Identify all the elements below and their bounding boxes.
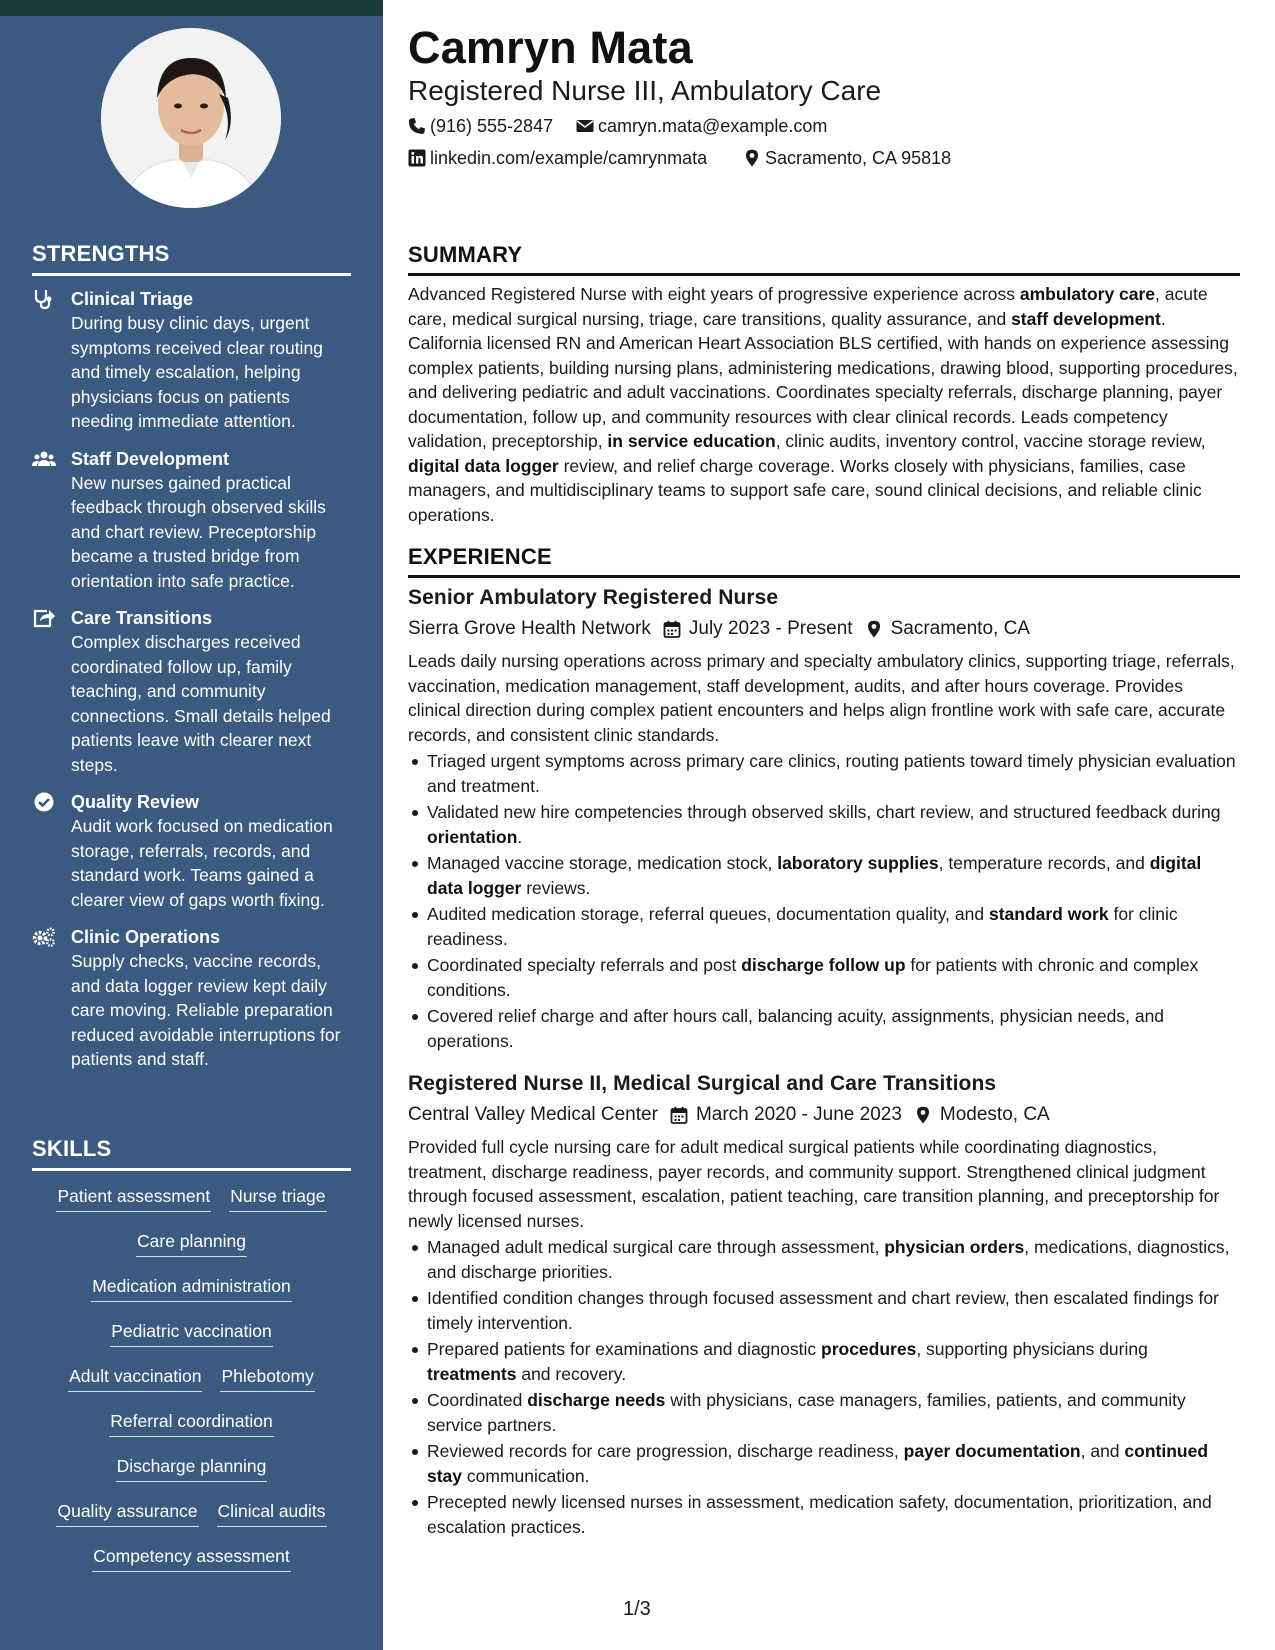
emphasis-text: orientation: [427, 826, 518, 847]
strength-description: New nurses gained practical feedback through observed skills and chart review. Preceptorship became a trusted bridge from orientation into safe practice.: [71, 472, 326, 591]
skill-tag: Medication administration: [91, 1274, 291, 1302]
job-entry: [408, 584, 1240, 1055]
skill-tag: Quality assurance: [56, 1499, 198, 1527]
bullet-item: Coordinated discharge needs with physicians, case managers, families, patients, and community service partners.: [408, 1388, 1240, 1437]
emphasis-text: discharge follow up: [741, 955, 906, 975]
phone-number: (916) 555-2847: [430, 116, 554, 136]
check-circle-icon: [32, 791, 56, 813]
strength-title: Clinic Operations: [71, 927, 221, 947]
bullet-item: Coordinated specialty referrals and post discharge follow up for patients with chronic and complex conditions.: [408, 953, 1240, 1002]
summary-heading: SUMMARY: [408, 242, 1240, 276]
bullet-item: Audited medication storage, referral queues, documentation quality, and standard work for clinic readiness.: [408, 902, 1240, 951]
strength-item: [32, 790, 352, 912]
contact-linkedin: [408, 146, 707, 170]
strength-description: Complex discharges received coordinated follow up, family teaching, and community connections. Small details helped patients leave with clearer next steps.: [71, 632, 331, 775]
bullet-item: Reviewed records for care progression, discharge readiness, payer documentation, and continued stay communication.: [408, 1439, 1240, 1488]
job-description: Leads daily nursing operations across primary and specialty ambulatory clinics, supporting triage, referrals, vaccination, medication management, staff development, audits, and after hours coverage. Provides clinical direction during complex patient encounters and helps align frontline work with safe care, accurate records, and consistent clinic standards.: [408, 651, 1235, 745]
bullet-item: Triaged urgent symptoms across primary care clinics, routing patients toward timely physician evaluation and treatment.: [408, 749, 1240, 798]
envelope-icon: [576, 117, 598, 135]
skill-row: [32, 1454, 351, 1499]
emphasis-text: in service education: [607, 431, 776, 451]
linkedin-icon: [408, 149, 430, 167]
contact-location: [743, 146, 951, 170]
candidate-name: Camryn Mata: [408, 22, 693, 73]
contact-email: [576, 114, 827, 138]
emphasis-text: procedures: [821, 1339, 917, 1359]
bullet-item: Prepared patients for examinations and diagnostic procedures, supporting physicians during treatments and recovery.: [408, 1337, 1240, 1386]
skill-tag: Care planning: [136, 1229, 247, 1257]
strength-item: [32, 925, 352, 1072]
emphasis-text: treatments: [427, 1363, 517, 1384]
emphasis-text: standard work: [988, 904, 1109, 924]
strength-description: Audit work focused on medication storage, referrals, records, and standard work. Teams gained a clearer view of gaps worth fixing.: [71, 816, 333, 910]
emphasis-text: ambulatory care: [1019, 284, 1156, 304]
bullet-item: Covered relief charge and after hours call, balancing acuity, assignments, physician needs, and operations.: [408, 1004, 1240, 1053]
sidebar-top-bar: [0, 0, 383, 16]
job-location: Sacramento, CA: [890, 618, 1030, 639]
strength-title: Care Transitions: [71, 608, 213, 628]
emphasis-text: discharge needs: [527, 1390, 666, 1410]
strength-title: Clinical Triage: [71, 289, 194, 309]
sidebar: [0, 0, 383, 1650]
emphasis-text: continued stay: [427, 1441, 1209, 1486]
emphasis-text: payer documentation: [903, 1441, 1081, 1461]
skill-row: [32, 1274, 351, 1319]
calendar-icon: [658, 1106, 696, 1124]
skill-tag: Competency assessment: [92, 1544, 290, 1572]
skill-row: [32, 1319, 351, 1364]
skill-tag: Referral coordination: [109, 1409, 273, 1437]
skill-tag: Adult vaccination: [68, 1364, 202, 1392]
contact-phone: [408, 114, 553, 138]
share-icon: [32, 607, 56, 629]
skill-tag: Patient assessment: [56, 1184, 211, 1212]
email-address: camryn.mata@example.com: [598, 116, 828, 136]
map-pin-icon: [853, 620, 891, 638]
profile-photo: [101, 28, 281, 208]
strength-item: [32, 447, 352, 594]
skill-row: [32, 1364, 351, 1409]
skill-tag: Nurse triage: [229, 1184, 326, 1212]
emphasis-text: digital data logger: [427, 853, 1202, 898]
strength-description: During busy clinic days, urgent symptoms received clear routing and timely escalation, helping physicians focus on patients needing immediate attention.: [71, 313, 323, 431]
map-pin-icon: [902, 1106, 940, 1124]
page-number: 1/3: [623, 1598, 651, 1620]
bullet-item: Precepted newly licensed nurses in assessment, medication safety, documentation, prioritization, and escalation practices.: [408, 1490, 1240, 1539]
summary-text: Advanced Registered Nurse with eight years of progressive experience across ambulatory care, acute care, medical surgical nursing, triage, care transitions, quality assurance, and staff development. California licensed RN and American Heart Association BLS certified, with hands on experience assessing complex patients, building nursing plans, administering medications, drawing blood, supporting procedures, and delivering pediatric and adult vaccinations. Coordinates specialty referrals, discharge planning, payer documentation, follow up, and community resources with clear clinical records. Leads competency validation, preceptorship, in service education, clinic audits, inventory control, vaccine storage review, digital data logger review, and relief charge coverage. Works closely with physicians, families, case managers, and multidisciplinary teams to support safe care, sound clinical decisions, and reliable clinic operations.: [408, 284, 1238, 525]
job-entry: [408, 1070, 1240, 1541]
linkedin-url: linkedin.com/example/camrynmata: [430, 148, 708, 168]
company-name: Sierra Grove Health Network: [408, 618, 651, 639]
calendar-icon: [651, 620, 689, 638]
skill-row: [32, 1229, 351, 1274]
job-bullets: [408, 1235, 1240, 1539]
bullet-item: Managed adult medical surgical care through assessment, physician orders, medications, diagnostics, and discharge priorities.: [408, 1235, 1240, 1284]
skill-tag: Discharge planning: [116, 1454, 268, 1482]
strengths-heading: STRENGTHS: [32, 241, 351, 276]
job-title: Senior Ambulatory Registered Nurse: [408, 586, 779, 609]
skill-row: [32, 1409, 351, 1454]
bullet-item: Validated new hire competencies through observed skills, chart review, and structured feedback during orientation.: [408, 800, 1240, 849]
skills-grid: [32, 1184, 351, 1589]
strength-description: Supply checks, vaccine records, and data logger review kept daily care moving. Reliable preparation reduced avoidable interruptions for patients and staff.: [71, 951, 341, 1069]
job-description: Provided full cycle nursing care for adult medical surgical patients while coordinating diagnostics, treatment, discharge readiness, payer records, and community support. Strengthened clinical judgment through focused assessment, escalation, patient teaching, care transition planning, and preceptorship for newly licensed nurses.: [408, 1137, 1220, 1231]
emphasis-text: physician orders: [884, 1237, 1025, 1257]
strengths-list: [32, 287, 352, 1085]
experience-heading: EXPERIENCE: [408, 544, 1240, 578]
bullet-item: Identified condition changes through focused assessment and chart review, then escalated findings for timely intervention.: [408, 1286, 1240, 1335]
skill-tag: Clinical audits: [217, 1499, 327, 1527]
phone-icon: [408, 117, 430, 135]
strength-title: Quality Review: [71, 792, 200, 812]
skill-row: [32, 1499, 351, 1544]
strength-item: [32, 606, 352, 777]
skill-row: [32, 1184, 351, 1229]
company-name: Central Valley Medical Center: [408, 1104, 658, 1125]
candidate-title: Registered Nurse III, Ambulatory Care: [408, 75, 882, 106]
job-dates: July 2023 - Present: [688, 618, 853, 639]
job-meta: [408, 615, 1240, 643]
job-location: Modesto, CA: [939, 1104, 1050, 1125]
job-bullets: [408, 749, 1240, 1053]
users-icon: [32, 448, 56, 470]
skill-tag: Pediatric vaccination: [110, 1319, 273, 1347]
stethoscope-icon: [32, 288, 56, 310]
skill-row: [32, 1544, 351, 1589]
bullet-item: Managed vaccine storage, medication stock, laboratory supplies, temperature records, and digital data logger reviews.: [408, 851, 1240, 900]
job-meta: [408, 1101, 1240, 1129]
skill-tag: Phlebotomy: [220, 1364, 314, 1392]
strength-item: [32, 287, 352, 434]
strength-title: Staff Development: [71, 448, 230, 469]
emphasis-text: laboratory supplies: [777, 853, 939, 873]
map-pin-icon: [743, 149, 765, 167]
gears-icon: [32, 926, 56, 948]
emphasis-text: digital data logger: [408, 455, 559, 476]
emphasis-text: staff development: [1011, 308, 1161, 329]
job-title: Registered Nurse II, Medical Surgical and Care Transitions: [408, 1072, 997, 1095]
job-dates: March 2020 - June 2023: [695, 1104, 902, 1125]
skills-heading: SKILLS: [32, 1136, 351, 1171]
location-text: Sacramento, CA 95818: [765, 148, 952, 168]
